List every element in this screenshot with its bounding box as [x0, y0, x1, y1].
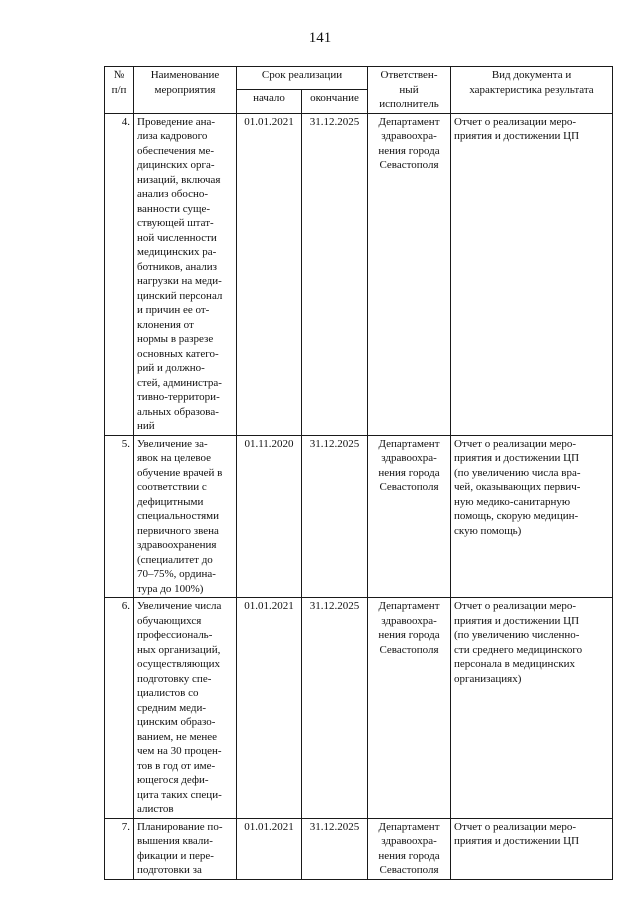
activity-name: Планирование по- вышения квали- фикации и пере- подготовки за: [134, 818, 237, 879]
header-number: № п/п: [105, 67, 134, 114]
activity-name: Увеличение числа обучающихся профессиональ- ных организаций, осуществляющих подготовку спе- циалистов со средним меди- цинским образо- ванием, не менее чем на 30 процен- тов в год от име- ющегося дефи- цита таких специ- алистов: [134, 598, 237, 819]
header-activity-name: Наименование мероприятия: [134, 67, 237, 114]
header-start: начало: [237, 90, 302, 113]
row-number: 4.: [105, 113, 134, 435]
activities-table: [104, 66, 613, 880]
row-number: 5.: [105, 435, 134, 598]
responsible-executor: Департамент здравоохра- нения города Севастополя: [368, 113, 451, 435]
header-implementation-period: Срок реализации: [237, 67, 368, 90]
start-date: 01.01.2021: [237, 113, 302, 435]
page-number: 141: [308, 30, 332, 46]
start-date: 01.01.2021: [237, 598, 302, 819]
responsible-executor: Департамент здравоохра- нения города Севастополя: [368, 598, 451, 819]
document-result: Отчет о реализации меро- приятия и достижении ЦП (по увеличению числа вра- чей, оказывающих первич- ную медико-санитарную помощь, скорую медицин- скую помощь): [451, 435, 613, 598]
header-end: окончание: [302, 90, 368, 113]
end-date: 31.12.2025: [302, 598, 368, 819]
start-date: 01.01.2021: [237, 818, 302, 879]
responsible-executor: Департамент здравоохра- нения города Севастополя: [368, 818, 451, 879]
responsible-executor: Департамент здравоохра- нения города Севастополя: [368, 435, 451, 598]
start-date: 01.11.2020: [237, 435, 302, 598]
activity-name: Увеличение за- явок на целевое обучение врачей в соответствии с дефицитными специальностями первичного звена здравоохранения (специалитет до 70–75%, ордина- тура до 100%): [134, 435, 237, 598]
table-row: [105, 435, 613, 598]
table-row: [105, 818, 613, 879]
table-row: [105, 113, 613, 435]
activity-name: Проведение ана- лиза кадрового обеспечения ме- дицинских орга- низаций, включая анализ обосно- ванности суще- ствующей штат- ной численности медицинских ра- ботников, анализ нагрузки на меди- цинский персонал и причин ее от- клонения от нормы в разрезе основных катего- рий и должно- стей, администра- тивно-территори- альных образова- ний: [134, 113, 237, 435]
table-row: [105, 598, 613, 819]
document-result: Отчет о реализации меро- приятия и достижении ЦП (по увеличению численно- сти среднего медицинского персонала в медицинских организациях): [451, 598, 613, 819]
end-date: 31.12.2025: [302, 435, 368, 598]
row-number: 7.: [105, 818, 134, 879]
end-date: 31.12.2025: [302, 113, 368, 435]
end-date: 31.12.2025: [302, 818, 368, 879]
header-responsible: Ответствен- ный исполнитель: [368, 67, 451, 114]
document-result: Отчет о реализации меро- приятия и достижении ЦП: [451, 113, 613, 435]
header-document-type: Вид документа и характеристика результата: [451, 67, 613, 114]
row-number: 6.: [105, 598, 134, 819]
document-result: Отчет о реализации меро- приятия и достижении ЦП: [451, 818, 613, 879]
